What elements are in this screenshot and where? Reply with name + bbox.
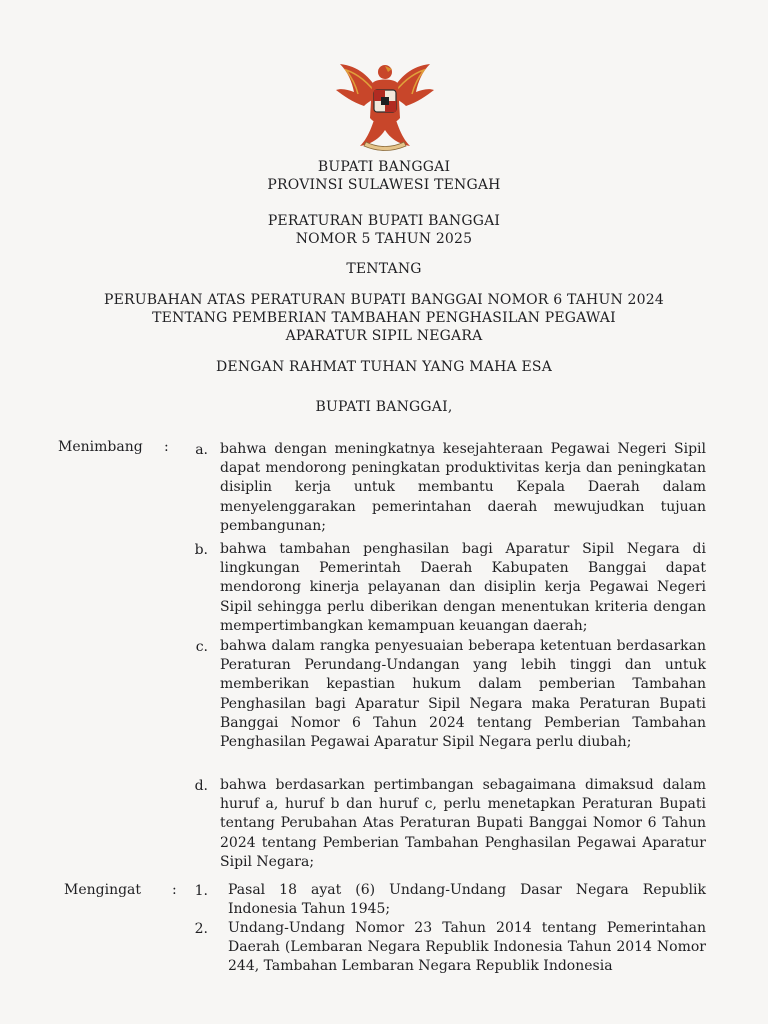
header-line-7: BUPATI BANGGAI, — [315, 399, 453, 415]
header-line-4: NOMOR 5 TAHUN 2025 — [295, 231, 473, 247]
mengingat-label: Mengingat — [64, 882, 142, 898]
mengingat-marker-2: 2. — [194, 921, 208, 937]
title-line-3: APARATUR SIPIL NEGARA — [285, 328, 483, 344]
menimbang-item-c: bahwa dalam rangka penyesuaian beberapa ketentuan berdasarkan Peraturan Perundang-Undangan yang lebih tinggi dan untuk memberikan kepastian hukum dalam pemberian Tambahan Penghasilan bagi Aparatur Sipil Negara maka Peraturan Bupati Banggai Nomor 6 Tahun 2024 tentang Pemberian Tambahan Penghasilan Pegawai Aparatur Sipil Negara perlu diubah; — [220, 638, 706, 751]
menimbang-marker-a: a. — [195, 442, 208, 458]
menimbang-item-b: bahwa tambahan penghasilan bagi Aparatur Sipil Negara di lingkungan Pemerintah Daerah Kabupaten Banggai dapat mendorong kinerja pelayanan dan disiplin kerja Pegawai Negeri Sipil sehingga perlu diberikan dengan menentukan kriteria dengan mempertimbangkan kemampuan keuangan daerah; — [220, 541, 706, 634]
header-line-2: PROVINSI SULAWESI TENGAH — [267, 177, 501, 193]
mengingat-item-1: Pasal 18 ayat (6) Undang-Undang Dasar Negara Republik Indonesia Tahun 1945; — [228, 882, 706, 918]
header-line-5: TENTANG — [346, 261, 422, 277]
mengingat-item-2: Undang-Undang Nomor 23 Tahun 2014 tentang Pemerintahan Daerah (Lembaran Negara Republik Indonesia Tahun 2014 Nomor 244, Tambahan Lembaran Negara Republik Indonesia — [228, 920, 706, 975]
menimbang-marker-d: d. — [194, 778, 208, 794]
title-line-1: PERUBAHAN ATAS PERATURAN BUPATI BANGGAI NOMOR 6 TAHUN 2024 — [104, 292, 664, 308]
header-line-3: PERATURAN BUPATI BANGGAI — [267, 213, 501, 229]
menimbang-item-a: bahwa dengan meningkatnya kesejahteraan Pegawai Negeri Sipil dapat mendorong peningkatan produktivitas kerja dan peningkatan disiplin kerja untuk membantu Kepala Daerah dalam menyelenggarakan pemerintahan daerah mewujudkan tujuan pembangunan; — [220, 441, 706, 534]
menimbang-item-d: bahwa berdasarkan pertimbangan sebagaimana dimaksud dalam huruf a, huruf b dan huruf c, perlu menetapkan Peraturan Bupati tentang Perubahan Atas Peraturan Bupati Banggai Nomor 6 Tahun 2024 tentang Pemberian Tambahan Penghasilan Pegawai Aparatur Sipil Negara; — [220, 777, 706, 870]
menimbang-marker-b: b. — [194, 542, 208, 558]
menimbang-colon: : — [164, 439, 169, 455]
mengingat-colon: : — [172, 882, 177, 898]
menimbang-label: Menimbang — [58, 439, 143, 455]
header-line-6: DENGAN RAHMAT TUHAN YANG MAHA ESA — [215, 359, 553, 375]
mengingat-marker-1: 1. — [194, 883, 208, 899]
menimbang-marker-c: c. — [195, 639, 208, 655]
header-line-1: BUPATI BANGGAI — [317, 159, 451, 175]
garuda-emblem-icon — [330, 56, 440, 152]
title-line-2: TENTANG PEMBERIAN TAMBAHAN PENGHASILAN PEGAWAI — [152, 310, 616, 326]
